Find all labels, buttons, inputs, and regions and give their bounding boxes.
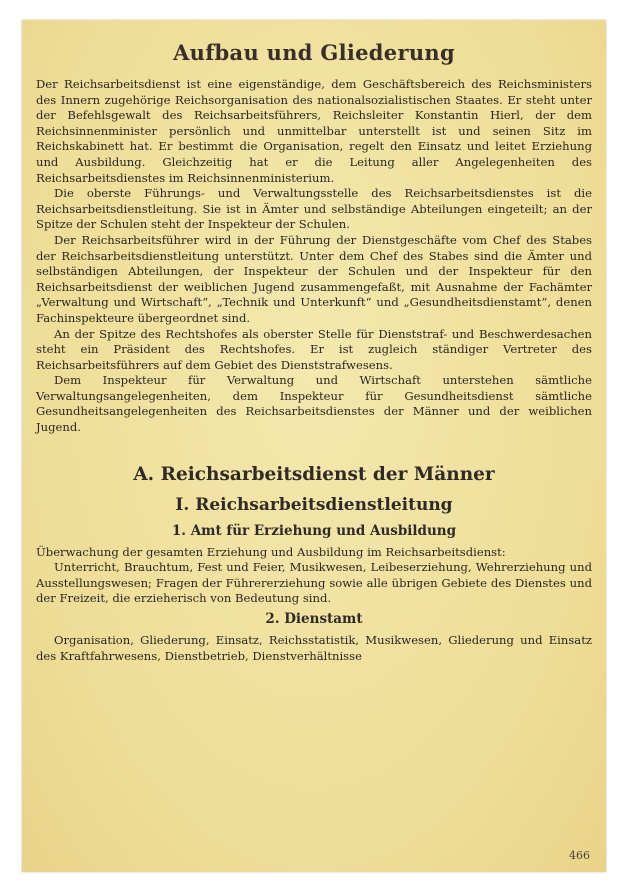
office-heading: 2. Dienstamt [265, 611, 363, 628]
paragraph: Organisation, Gliederung, Einsatz, Reichsstatistik, Musikwesen, Gliederung und Einsatz des Kraftfahrwesens, Dienstbetrieb, Dienstverhältnisse [36, 633, 592, 663]
subsection-heading: I. Reichsarbeitsdienstleitung [175, 494, 453, 515]
book-page [22, 20, 606, 872]
page-title: Aufbau und Gliederung [173, 40, 455, 65]
paragraph: Der Reichsarbeitsdienst ist eine eigenständige, dem Geschäftsbereich des Reichsministers des Innern zugehörige Reichsorganisation des nationalsozialistischen Staates. Er steht unter der Befehlsgewalt des Reichsarbeitsführers, Reichsleiter Konstantin Hierl, der dem Reichsinnenminister persönlich und unmittelbar unterstellt ist und seinen Sitz im Reichskabinett hat. Er bestimmt die Organisation, regelt den Einsatz und leitet Erziehung und Ausbildung. Gleichzeitig hat er die Leitung aller Angelegenheiten des Reichsarbeitsdienstes im Reichsinnenministerium. [36, 77, 592, 185]
paragraph: Unterricht, Brauchtum, Fest und Feier, Musikwesen, Leibeserziehung, Wehrerziehung und Ausstellungswesen; Fragen der Führererziehung sowie alle übrigen Gebiete des Dienstes und der Freizeit, die erzieherisch von Bedeutung sind. [36, 560, 592, 606]
paragraph: An der Spitze des Rechtshofes als oberster Stelle für Dienststraf- und Beschwerdesachen steht ein Präsident des Rechtshofes. Er ist zugleich ständiger Vertreter des Reichsarbeitsführers auf dem Gebiet des Dienststrafwesens. [36, 326, 592, 372]
section-heading: A. Reichsarbeitsdienst der Männer [133, 463, 495, 485]
paragraph: Dem Inspekteur für Verwaltung und Wirtschaft unterstehen sämtliche Verwaltungsangelegenheiten, dem Inspekteur für Gesundheitsdienst sämtliche Gesundheitsangelegenheiten des Reichsarbeitsdienstes der Männer und der weiblichen Jugend. [36, 373, 592, 435]
paragraph: Überwachung der gesamten Erziehung und Ausbildung im Reichsarbeitsdienst: [36, 544, 506, 559]
paragraph: Die oberste Führungs- und Verwaltungsstelle des Reichsarbeitsdienstes ist die Reichsarbeitsdienstleitung. Sie ist in Ämter und selbständige Abteilungen eingeteilt; an der Spitze der Schulen steht der Inspekteur der Schulen. [36, 186, 592, 232]
page-number: 466 [569, 849, 590, 862]
office-heading: 1. Amt für Erziehung und Ausbildung [171, 522, 457, 539]
page-content [36, 34, 592, 664]
paragraph: Der Reichsarbeitsführer wird in der Führung der Dienstgeschäfte vom Chef des Stabes der Reichsarbeitsdienstleitung unterstützt. Unter dem Chef des Stabes sind die Ämter und selbständigen Abteilungen, der Inspekteur der Schulen und der Inspekteur für den Reichsarbeitsdienst der weiblichen Jugend zusammengefaßt, mit Ausnahme der Fachämter „Verwaltung und Wirtschaft“, „Technik und Unterkunft“ und „Gesundheitsdienstamt“, denen Fachinspekteure übergeordnet sind. [36, 232, 592, 325]
